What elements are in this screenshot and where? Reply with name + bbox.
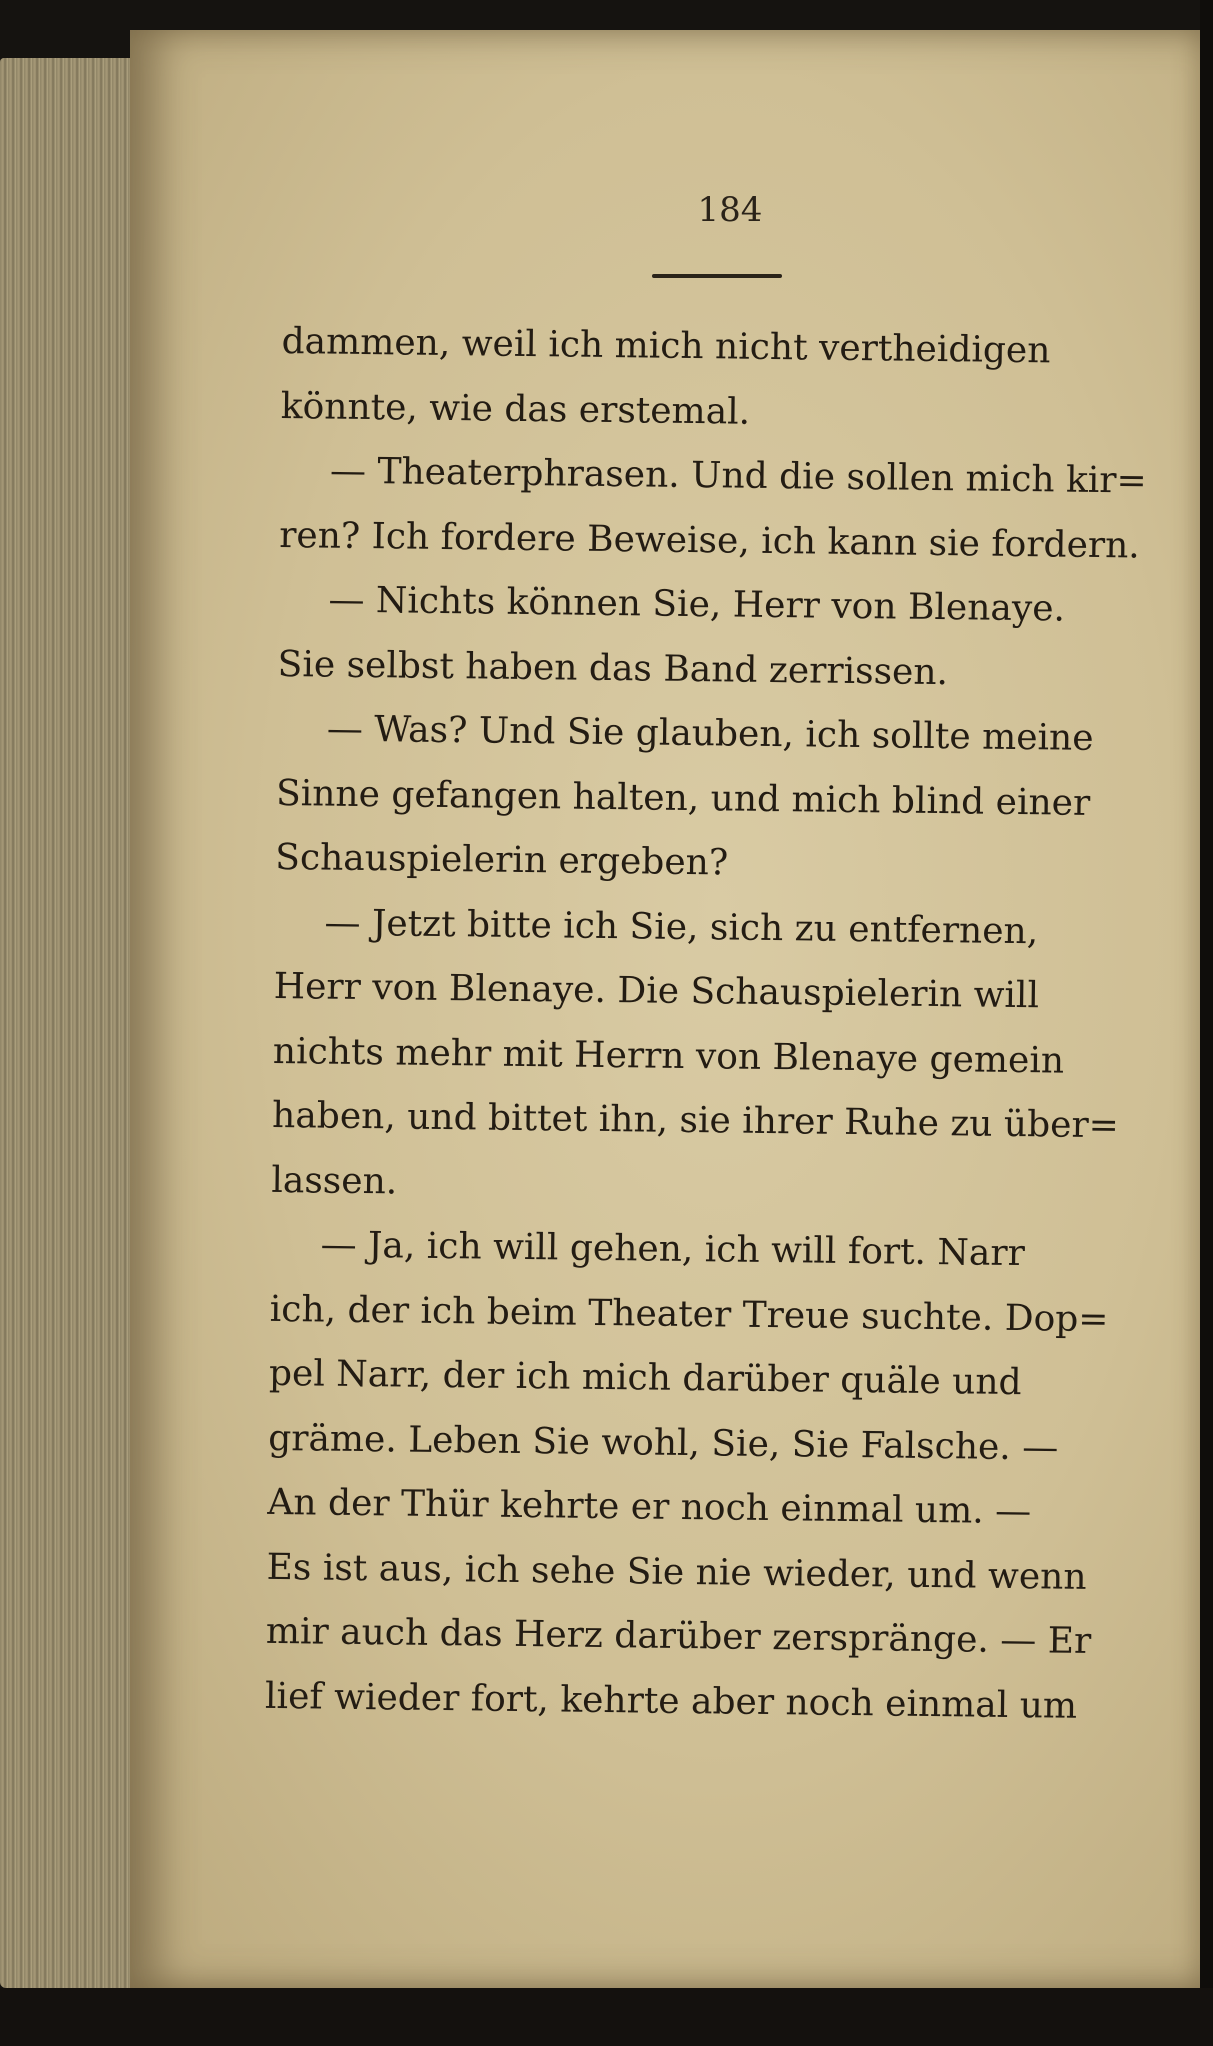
text-line: gräme. Leben Sie wohl, Sie, Sie Falsche. — [267, 1417, 1059, 1469]
page-number: 184 [697, 190, 763, 230]
text-line: dammen, weil ich mich nicht vertheidigen [281, 320, 1051, 372]
text-line: — Was? Und Sie glauben, ich sollte meine [326, 708, 1094, 759]
scan-edge-right [1200, 0, 1213, 2046]
text-line: Es ist aus, ich sehe Sie nie wieder, und wenn [266, 1546, 1087, 1598]
text-line: — Ja, ich will gehen, ich will fort. Narr [320, 1224, 1026, 1275]
text-line: haben, und bittet ihn, sie ihrer Ruhe zu über= [271, 1094, 1120, 1147]
text-line: lief wieder fort, kehrte aber noch einmal um [264, 1675, 1078, 1727]
text-line: lassen. [271, 1159, 398, 1202]
text-line: könnte, wie das erstemal. [280, 385, 751, 433]
text-line: Sinne gefangen halten, und mich blind einer [275, 772, 1091, 824]
text-line: — Jetzt bitte ich Sie, sich zu entfernen, [324, 902, 1039, 952]
text-line: Schauspielerin ergeben? [275, 836, 729, 884]
text-line: Herr von Blenaye. Die Schauspielerin will [273, 965, 1040, 1017]
text-line: ren? Ich fordere Beweise, ich kann sie fordern. [279, 514, 1140, 566]
text-line: ich, der ich beim Theater Treue suchte. Dop= [269, 1288, 1109, 1340]
text-line: — Theaterphrasen. Und die sollen mich kir= [329, 450, 1147, 502]
text-line: An der Thür kehrte er noch einmal um. — [267, 1481, 1032, 1533]
text-line: pel Narr, der ich mich darüber quäle und [268, 1352, 1022, 1404]
header-rule [652, 274, 782, 278]
text-line: mir auch das Herz darüber zerspränge. — Er [265, 1610, 1092, 1662]
text-line: Sie selbst haben das Band zerrissen. [277, 643, 949, 693]
text-line: — Nichts können Sie, Herr von Blenaye. [328, 579, 1066, 630]
text-line: nichts mehr mit Herrn von Blenaye gemein [272, 1030, 1065, 1082]
scan-edge-bottom [0, 1988, 1213, 2046]
body-text [264, 310, 1147, 1739]
